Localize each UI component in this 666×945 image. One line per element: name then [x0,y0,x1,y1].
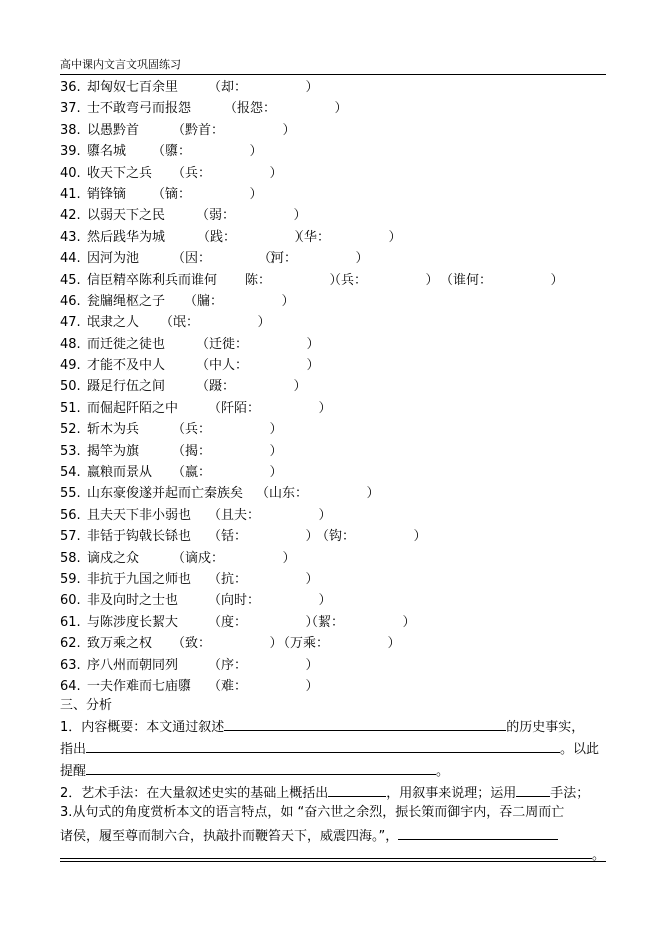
bottom-rule [60,861,606,862]
item-annotation-blank[interactable]: （兵： ） [172,422,283,438]
item-phrase: 非及向时之士也 [87,593,179,609]
item-annotation-blank[interactable]: （黔首： ） [172,122,296,138]
q2-label: 2．艺术手法：在大量叙述史实的基础上概括出 [60,786,329,801]
vocab-item [60,248,606,269]
item-phrase: 以弱天下之民 [87,208,166,224]
vocab-item [60,376,606,397]
item-number: 53. [60,443,81,459]
item-phrase: 非铦于钩戟长铩也 [87,529,192,545]
item-annotation-blank[interactable]: （兵： ） [328,272,439,288]
item-phrase: 谪戍之众 [87,550,140,566]
vocab-item [60,227,606,248]
item-number: 61. [60,614,81,630]
item-annotation-blank[interactable]: （华： ） [291,229,402,245]
item-annotation-blank[interactable]: （却： ） [208,80,319,95]
item-number: 45. [60,272,81,288]
item-annotation-blank[interactable]: （度： ） [208,614,319,630]
item-annotation-blank[interactable]: （中人： ） [196,358,320,374]
item-annotation-blank[interactable]: （嬴： ） [172,465,283,481]
item-number: 46. [60,293,81,309]
item-phrase: 销锋镝 [87,186,127,202]
item-annotation-blank[interactable]: （隳： ） [152,144,263,160]
vocab-item [60,98,606,119]
q1-blank-remind[interactable] [86,760,436,775]
item-phrase: 氓隶之人 [87,315,140,331]
item-phrase: 非抗于九国之师也 [87,571,192,587]
vocab-item [60,355,606,376]
vocab-item [60,163,606,184]
vocab-item [60,398,606,419]
analysis-q1-line3 [60,760,606,782]
item-number: 42. [60,208,81,224]
item-phrase: 信臣精卒陈利兵而谁何 [87,272,218,288]
q3-blank-1[interactable] [398,825,558,840]
vocab-item [60,205,606,226]
item-annotation-blank[interactable]: （践： ） [197,229,308,245]
item-annotation-blank[interactable]: （氓： ） [160,315,271,331]
item-annotation-blank[interactable]: （迁徙： ） [196,336,320,352]
q2-suffix: 手法； [550,786,590,801]
item-phrase: 而迁徙之徒也 [87,336,166,352]
item-phrase: 以愚黔首 [87,122,140,138]
item-annotation-blank[interactable]: （向时： ） [208,593,332,609]
vocab-item [60,569,606,590]
vocab-item [60,483,606,504]
q2-blank-conclusion[interactable] [328,782,386,797]
item-number: 47. [60,315,81,331]
item-number: 64. [60,678,81,694]
item-phrase: 山东豪俊遂并起而亡秦族矣 [87,486,244,502]
vocab-item [60,462,606,483]
item-number: 52. [60,422,81,438]
item-annotation-blank[interactable]: （镝： ） [152,186,263,202]
item-phrase: 蹑足行伍之间 [87,379,166,395]
item-annotation-blank[interactable]: （山东： ） [256,486,380,502]
item-phrase: 斩木为兵 [87,422,140,438]
q1-point-suffix: 。以此 [560,742,600,757]
item-annotation-blank[interactable]: （弱： ） [196,208,307,224]
item-annotation-blank[interactable]: （且夫： ） [208,507,332,523]
item-annotation-blank[interactable]: （致： ） [172,636,283,652]
item-annotation-blank[interactable]: （抗： ） [208,571,319,587]
item-number: 56. [60,507,81,523]
item-number: 38. [60,122,81,138]
q3-quote-end: 诸侯，履至尊而制六合，执敲扑而鞭笞天下，威震四海。”， [60,829,399,844]
item-phrase: 然后践华为城 [87,229,166,245]
page-header [60,58,606,75]
vocab-item [60,291,606,312]
vocab-item [60,505,606,526]
q1-blank-events[interactable] [224,716,506,731]
vocab-item [60,419,606,440]
vocab-item [60,526,606,547]
q1-point-label: 指出 [60,742,87,757]
item-phrase: 瓮牖绳枢之子 [87,293,166,309]
item-number: 60. [60,593,81,609]
vocab-item [60,184,606,205]
vocab-item [60,441,606,462]
item-annotation-blank[interactable]: （谪戍： ） [172,550,296,566]
q3-blank-2[interactable] [60,844,592,859]
analysis-q1-line1 [60,716,606,738]
item-annotation-blank[interactable]: （河： ） [258,251,369,267]
vocab-item [60,612,606,633]
item-phrase: 揭竿为旗 [87,443,140,459]
item-phrase: 且夫天下非小弱也 [87,507,192,523]
item-number: 43. [60,229,81,245]
item-annotation-blank[interactable]: （阡陌： ） [208,400,332,416]
item-phrase: 一夫作难而七庙隳 [87,678,192,694]
item-number: 41. [60,186,81,202]
vocab-item [60,676,606,697]
item-annotation-blank[interactable]: 陈： ） [245,272,343,288]
analysis-q3-line1 [60,803,606,823]
vocab-item [60,548,606,569]
vocab-item [60,334,606,355]
item-annotation-blank[interactable]: （牖： ） [184,293,295,309]
q1-remind-suffix: 。 [436,764,450,779]
item-annotation-blank[interactable]: （揭： ） [172,443,283,459]
vocab-item [60,312,606,333]
vocab-item [60,120,606,141]
item-number: 48. [60,336,81,352]
item-number: 62. [60,636,81,652]
item-number: 57. [60,529,81,545]
item-annotation-blank[interactable]: （万乘： ） [277,636,401,652]
item-annotation-blank[interactable]: （蹑： ） [196,379,307,395]
item-number: 55. [60,486,81,502]
vocab-item [60,77,606,98]
vocab-item [60,141,606,162]
analysis-q3-line3 [60,844,606,866]
item-phrase: 才能不及中人 [87,358,166,374]
vocab-item [60,590,606,611]
item-annotation-blank[interactable]: （序： ） [208,657,319,673]
item-annotation-blank[interactable]: （因： ） [172,251,283,267]
item-phrase: 却匈奴七百余里 [87,80,179,95]
item-phrase: 士不敢弯弓而报怨 [87,101,192,117]
item-phrase: 与陈涉度长絜大 [87,614,179,630]
item-phrase: 致万乘之权 [87,636,153,652]
item-number: 50. [60,379,81,395]
q1-remind-label: 提醒 [60,764,87,779]
q1-blank-point[interactable] [86,738,560,753]
q2-blank-technique[interactable] [516,782,550,797]
item-number: 36. [60,80,81,95]
item-number: 58. [60,550,81,566]
item-phrase: 嬴粮而景从 [87,465,153,481]
item-number: 63. [60,657,81,673]
q1-suffix: 的历史事实， [506,720,585,735]
item-number: 39. [60,144,81,160]
header-title: 高中课内文言文巩固练习 [60,58,181,71]
item-annotation-blank[interactable]: （报怨： ） [224,101,348,117]
item-phrase: 而倔起阡陌之中 [87,400,179,416]
item-annotation-blank[interactable]: （兵： ） [172,165,283,181]
item-number: 37. [60,101,81,117]
vocab-item [60,633,606,654]
item-number: 44. [60,251,81,267]
analysis-q1-line2 [60,738,606,760]
item-phrase: 因河为池 [87,251,140,267]
item-phrase: 隳名城 [87,144,127,160]
q2-middle: ，用叙事来说理；运用 [386,786,517,801]
item-number: 59. [60,571,81,587]
item-number: 51. [60,400,81,416]
item-number: 49. [60,358,81,374]
q1-label: 1．内容概要：本文通过叙述 [60,720,225,735]
vocab-list [60,77,606,697]
item-annotation-blank[interactable]: （谁何： ） [440,272,564,288]
q3-label: 3.从句式的角度赏析本文的语言特点，如 “奋六世之余烈，振长策而御宇内，吞二周而亡 [60,805,565,820]
vocab-item [60,655,606,676]
item-annotation-blank[interactable]: （钩： ） [316,529,427,545]
item-phrase: 收天下之兵 [87,165,153,181]
analysis-q2 [60,782,606,804]
vocab-item [60,270,606,291]
item-number: 54. [60,465,81,481]
item-annotation-blank[interactable]: （难： ） [208,678,319,694]
item-number: 40. [60,165,81,181]
q3-end: 。 [592,848,606,863]
item-phrase: 序八州而朝同列 [87,657,179,673]
section-title: 三、分析 [60,698,113,713]
item-annotation-blank[interactable]: （絜： ） [305,614,416,630]
item-annotation-blank[interactable]: （铦： ） [208,529,319,545]
